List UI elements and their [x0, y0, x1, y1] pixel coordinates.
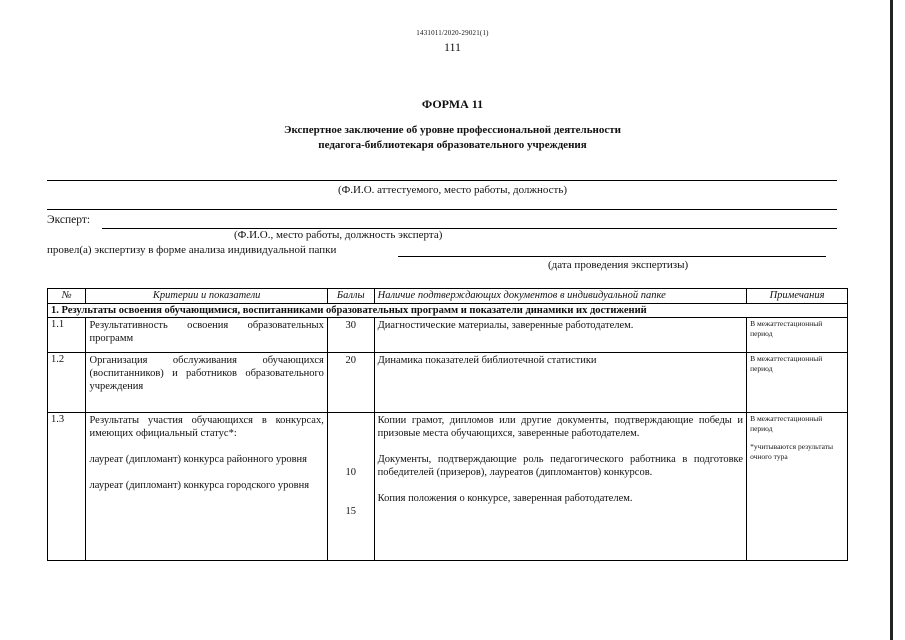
row-note: В межаттестационный период: [747, 353, 848, 413]
criteria-main: Результаты участия обучающихся в конкурсах, имеющих официальный статус*:: [89, 415, 324, 439]
row-num: 1.3: [48, 413, 86, 561]
date-caption: (дата проведения экспертизы): [548, 259, 689, 271]
conclusion-title-line-2: педагога-библиотекаря образовательного учреждения: [318, 139, 587, 151]
row-points: 20: [327, 353, 374, 413]
row-docs: Диагностические материалы, заверенные работодателем.: [374, 318, 746, 353]
section-row: [48, 304, 848, 318]
row-docs: Динамика показателей библиотечной статистики: [374, 353, 746, 413]
page-number: 111: [443, 40, 462, 54]
criteria-district: лауреат (дипломант) конкурса районного уровня: [89, 454, 307, 465]
criteria-city: лауреат (дипломант) конкурса городского уровня: [89, 480, 310, 491]
row-criteria: Результативность освоения образовательных программ: [86, 318, 327, 353]
section-title: 1. Результаты освоения обучающимися, воспитанниками образовательных программ и показатели динамики их достижений: [48, 304, 848, 318]
fio-line: [47, 180, 837, 181]
scan-edge: [890, 0, 893, 640]
header-notes: Примечания: [747, 289, 848, 304]
expertise-date-line: [398, 256, 826, 257]
table-row: [48, 318, 848, 353]
docs-regulation: Копия положения о конкурсе, заверенная работодателем.: [377, 493, 633, 504]
row-criteria: Организация обслуживания обучающихся (воспитанников) и работников образовательного учреждения: [86, 353, 327, 413]
row-num: 1.2: [48, 353, 86, 413]
document-id: 1431011/2020-29021(1): [416, 29, 489, 37]
row-criteria: [86, 413, 327, 561]
row-num: 1.1: [48, 318, 86, 353]
docs-copies: Копии грамот, дипломов или другие документы, подтверждающие победы и призовые места обучающихся, заверенные работодателем.: [377, 415, 744, 439]
header-docs: Наличие подтверждающих документов в индивидуальной папке: [374, 289, 746, 304]
expert-caption: (Ф.И.О., место работы, должность эксперта): [234, 229, 443, 241]
criteria-table: [47, 288, 848, 561]
table-row: [48, 413, 848, 561]
fio-caption: (Ф.И.О. аттестуемого, место работы, должность): [337, 184, 568, 196]
form-title: ФОРМА 11: [421, 97, 484, 111]
points-district: 10: [345, 467, 356, 478]
note-footnote: *учитываются результаты очного тура: [750, 442, 834, 461]
conclusion-title-line-1: Экспертное заключение об уровне профессиональной деятельности: [284, 124, 621, 136]
row-points: 30: [327, 318, 374, 353]
row-points: [327, 413, 374, 561]
table-row: [48, 353, 848, 413]
header-num: №: [48, 289, 86, 304]
expertise-label: провел(а) экспертизу в форме анализа индивидуальной папки: [47, 244, 337, 256]
header-criteria: Критерии и показатели: [86, 289, 327, 304]
docs-role: Документы, подтверждающие роль педагогического работника в подготовке победителей (призеров), лауреатов (дипломантов) конкурсов.: [377, 454, 744, 478]
expert-label: Эксперт:: [47, 214, 91, 226]
table-header-row: [48, 289, 848, 304]
header-points: Баллы: [327, 289, 374, 304]
fio-underline-2: [47, 209, 837, 210]
points-city: 15: [345, 506, 356, 517]
row-note: [747, 413, 848, 561]
conclusion-title: [0, 123, 905, 153]
row-note: В межаттестационный период: [747, 318, 848, 353]
expert-line: [102, 228, 837, 229]
note-period: В межаттестационный период: [750, 414, 823, 433]
row-docs: [374, 413, 746, 561]
